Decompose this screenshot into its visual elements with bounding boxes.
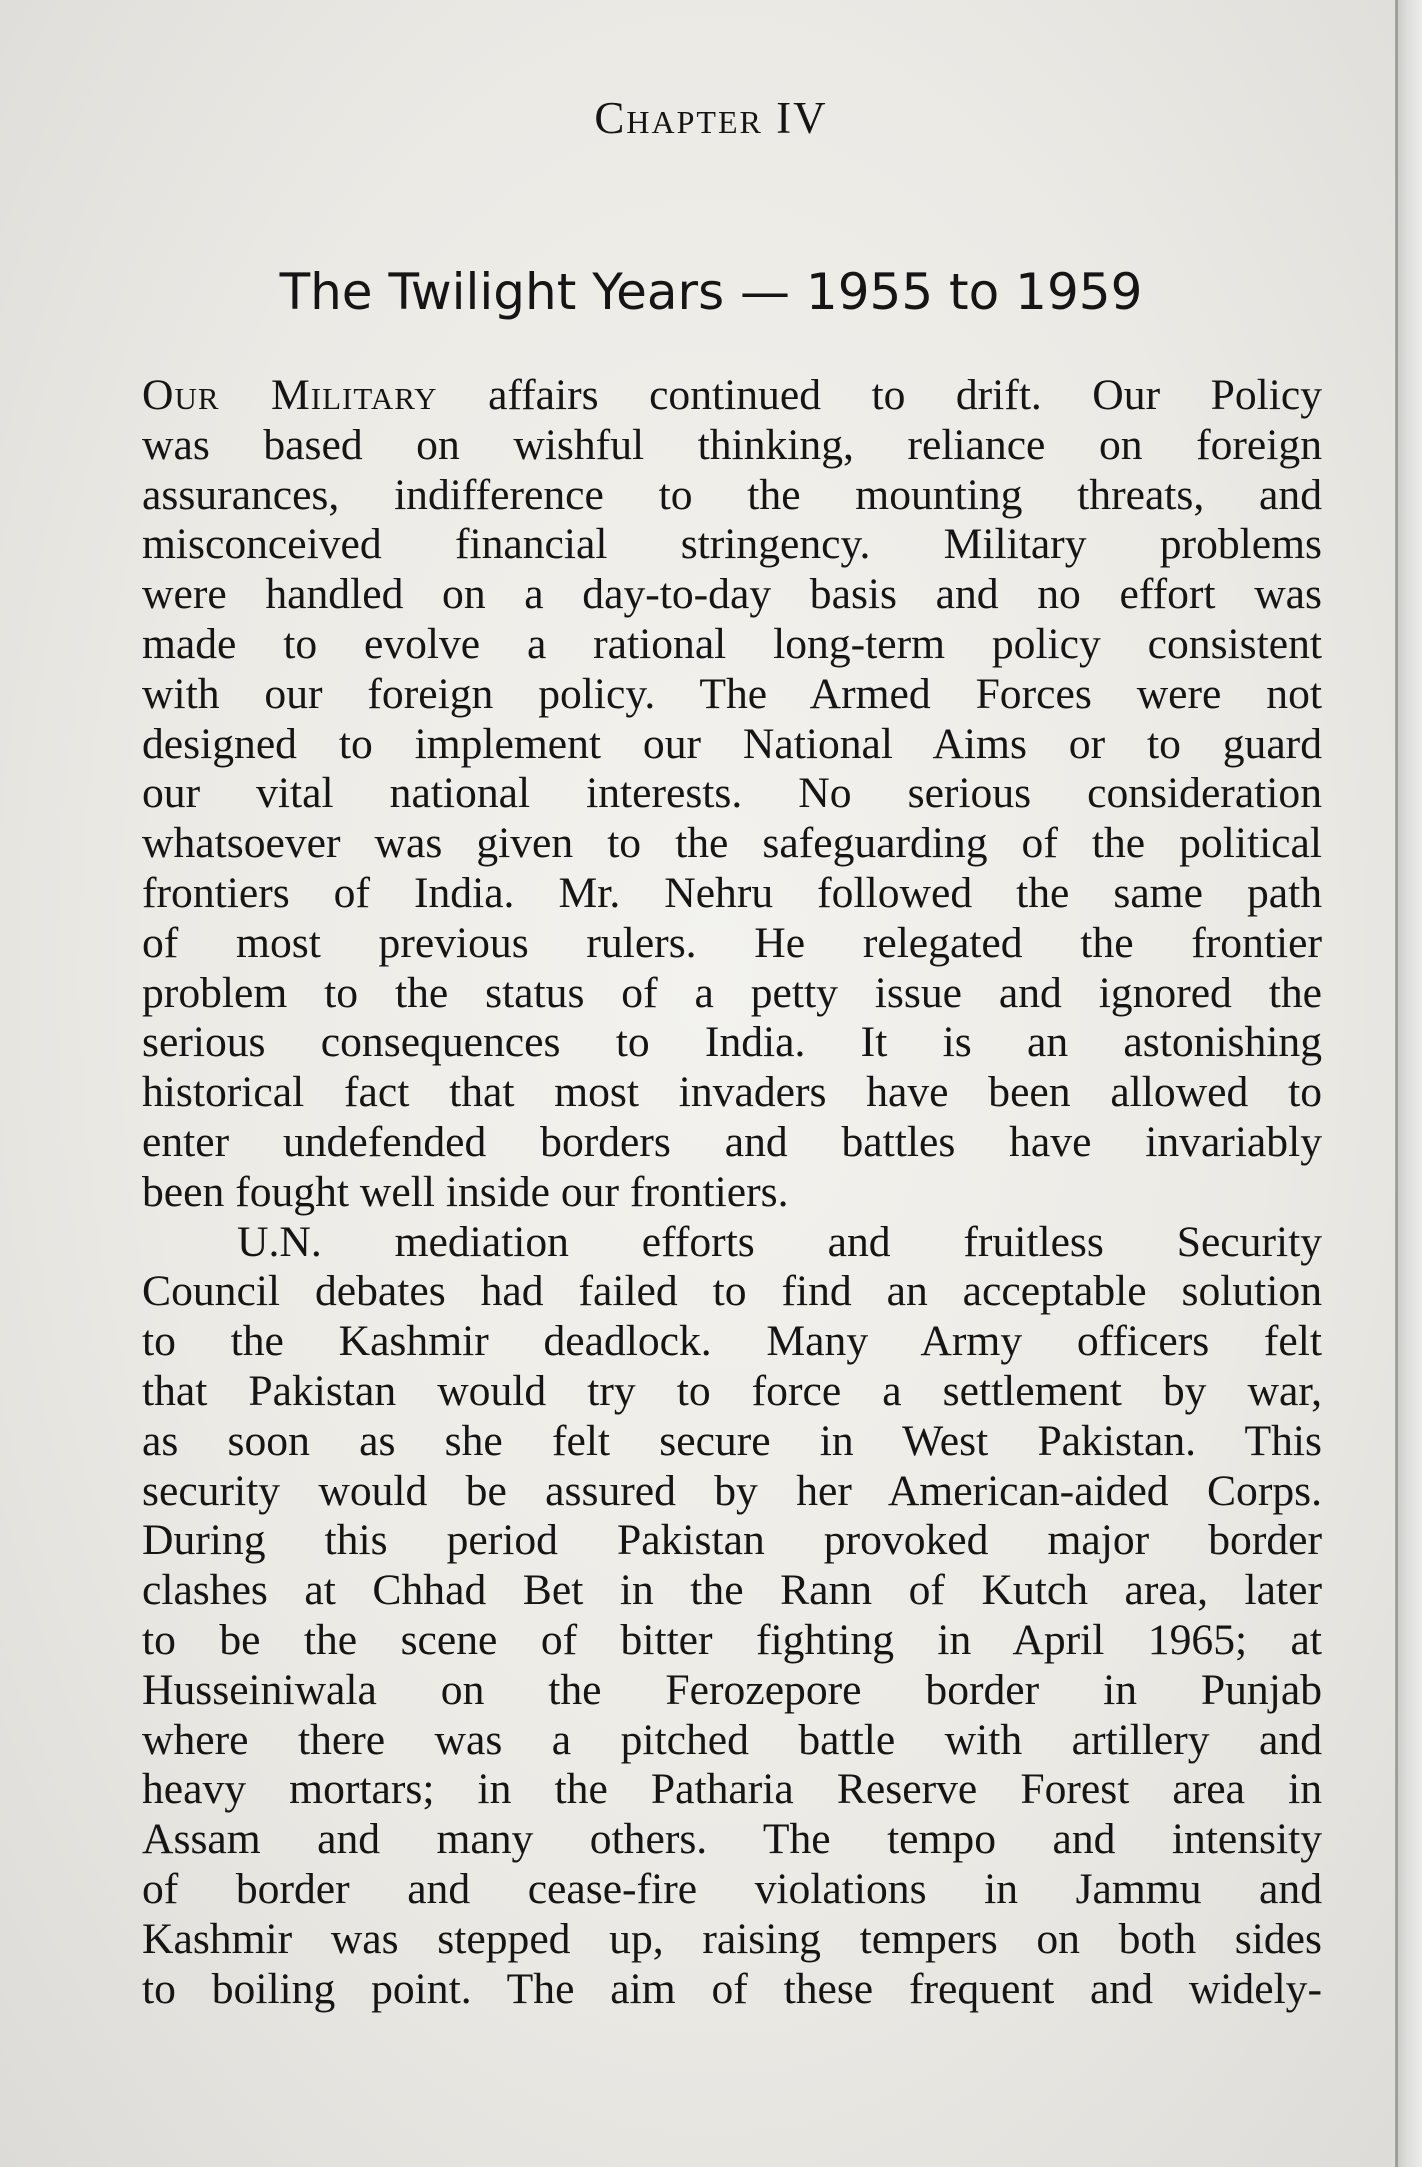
paragraph-lead: Our Military	[142, 371, 438, 419]
text-line: was based on wishful thinking, reliance on foreign	[142, 420, 1322, 469]
text-line: where there was a pitched battle with artillery and	[142, 1715, 1322, 1764]
text-line: historical fact that most invaders have been allowed to	[142, 1068, 1322, 1117]
text-line: Assam and many others. The tempo and intensity	[142, 1815, 1322, 1864]
text-line: Council debates had failed to find an acceptable solution	[142, 1267, 1322, 1316]
text-line-rest: U.N. mediation efforts and fruitless Security	[237, 1217, 1322, 1266]
text-line: problem to the status of a petty issue and ignored the	[142, 968, 1322, 1017]
text-line: to the Kashmir deadlock. Many Army officers felt	[142, 1317, 1322, 1366]
body-text	[142, 371, 1322, 2014]
text-line: as soon as she felt secure in West Pakistan. This	[142, 1416, 1322, 1465]
chapter-heading: Chapter IV	[594, 93, 828, 143]
text-line: to be the scene of bitter fighting in April 1965; at	[142, 1615, 1322, 1664]
text-line-rest: affairs continued to drift. Our Policy	[437, 371, 1323, 419]
text-line: misconceived financial stringency. Military problems	[142, 520, 1322, 569]
text-line: designed to implement our National Aims or to guard	[142, 719, 1322, 768]
paragraph-2	[142, 1218, 1322, 2015]
text-line: whatsoever was given to the safeguarding of the political	[142, 819, 1322, 868]
text-line: frontiers of India. Mr. Nehru followed the same path	[142, 868, 1322, 917]
page-edge-line	[1395, 0, 1398, 2167]
page-gutter	[1396, 0, 1422, 2167]
text-line: with our foreign policy. The Armed Forces were not	[142, 669, 1322, 718]
text-line: Kashmir was stepped up, raising tempers on both sides	[142, 1914, 1322, 1963]
text-line	[142, 1218, 1322, 1268]
text-line: to boiling point. The aim of these frequent and widely-	[142, 1964, 1322, 2013]
text-line: made to evolve a rational long-term policy consistent	[142, 619, 1322, 668]
text-line: that Pakistan would try to force a settlement by war,	[142, 1366, 1322, 1415]
text-line: Husseiniwala on the Ferozepore border in Punjab	[142, 1665, 1322, 1714]
text-line: of border and cease-fire violations in Jammu and	[142, 1864, 1322, 1913]
paragraph-1	[142, 371, 1322, 1218]
text-line: assurances, indifference to the mounting threats, and	[142, 470, 1322, 519]
text-line: of most previous rulers. He relegated the frontier	[142, 918, 1322, 967]
text-line: were handled on a day-to-day basis and no effort was	[142, 570, 1322, 619]
chapter-title: The Twilight Years — 1955 to 1959	[279, 263, 1143, 321]
text-line: heavy mortars; in the Patharia Reserve Forest area in	[142, 1765, 1322, 1814]
text-line: clashes at Chhad Bet in the Rann of Kutch area, later	[142, 1566, 1322, 1615]
text-line: been fought well inside our frontiers.	[142, 1167, 789, 1216]
text-line: our vital national interests. No serious consideration	[142, 769, 1322, 818]
text-line: During this period Pakistan provoked major border	[142, 1516, 1322, 1565]
text-line: serious consequences to India. It is an astonishing	[142, 1018, 1322, 1067]
text-line: security would be assured by her American-aided Corps.	[142, 1466, 1322, 1515]
text-line	[142, 371, 1322, 421]
text-line: enter undefended borders and battles have invariably	[142, 1117, 1322, 1166]
